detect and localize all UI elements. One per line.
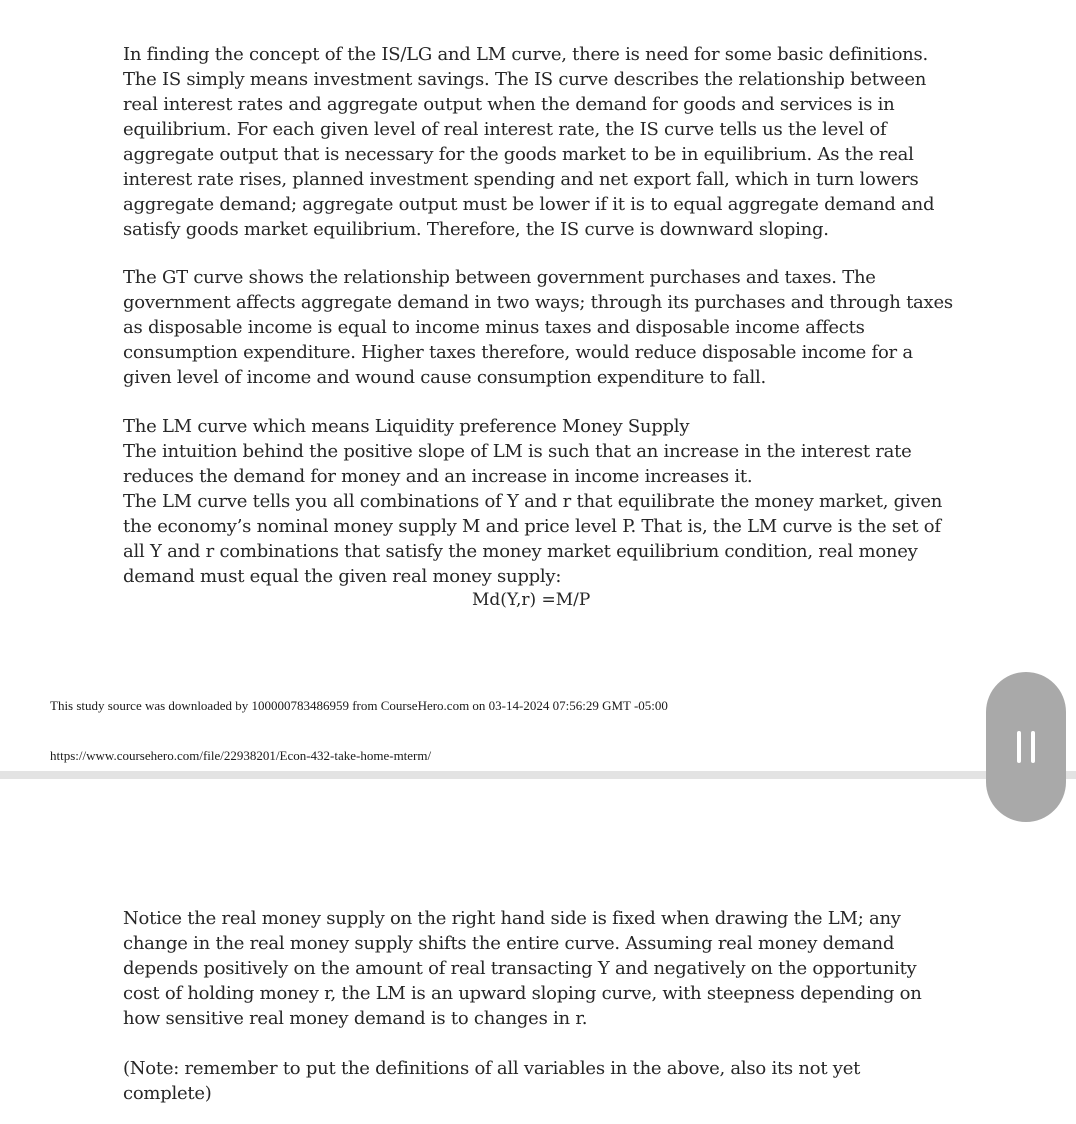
drag-handle-icon xyxy=(1017,731,1035,763)
paragraph-notice: Notice the real money supply on the right hand side is fixed when drawing the LM; any change in the real money supply shifts the entire curve. Assuming real money demand depends positively on the amount of real transacting Y and negatively on the opportunity cost of holding money r, the LM is an upward sloping curve, with steepness depending on how sensitive real money demand is to changes in r. xyxy=(123,908,922,1029)
lm-intuition: The intuition behind the positive slope of LM is such that an increase in the interest rate reduces the demand for money and an increase in income increases it. xyxy=(123,441,912,487)
page-separator xyxy=(0,771,1076,779)
lm-heading: The LM curve which means Liquidity preference Money Supply xyxy=(123,416,690,437)
scroll-handle[interactable] xyxy=(986,672,1066,822)
paragraph-note: (Note: remember to put the definitions of all variables in the above, also its not yet complete) xyxy=(123,1058,861,1104)
paragraph-is-curve: In finding the concept of the IS/LG and LM curve, there is need for some basic definitions. The IS simply means investment savings. The IS curve describes the relationship between real interest rates and aggregate output when the demand for goods and services is in equilibrium. For each given level of real interest rate, the IS curve tells us the level of aggregate output that is necessary for the goods market to be in equilibrium. As the real interest rate rises, planned investment spending and net export fall, which in turn lowers aggregate demand; aggregate output must be lower if it is to equal aggregate demand and satisfy goods market equilibrium. Therefore, the IS curve is downward sloping. xyxy=(123,44,935,240)
text-block-note xyxy=(123,1056,953,1106)
text-block-lm xyxy=(123,414,953,589)
lm-definition: The LM curve tells you all combinations of Y and r that equilibrate the money market, given the economy’s nominal money supply M and price level P. That is, the LM curve is the set of all Y and r combinations that satisfy the money market equilibrium condition, real money demand must equal the given real money supply: xyxy=(123,491,943,587)
text-block-notice xyxy=(123,906,953,1031)
text-block-gt xyxy=(123,265,953,390)
paragraph-gt-curve: The GT curve shows the relationship between government purchases and taxes. The government affects aggregate demand in two ways; through its purchases and through taxes as disposable income is equal to income minus taxes and disposable income affects consumption expenditure. Higher taxes therefore, would reduce disposable income for a given level of income and wound cause consumption expenditure to fall. xyxy=(123,267,953,388)
source-url[interactable]: https://www.coursehero.com/file/22938201/Econ-432-take-home-mterm/ xyxy=(50,748,432,763)
download-source-notice: This study source was downloaded by 100000783486959 from CourseHero.com on 03-14-2024 07:56:29 GMT -05:00 xyxy=(50,698,668,713)
money-market-formula: Md(Y,r) =M/P xyxy=(472,590,591,610)
text-block-is xyxy=(123,42,953,242)
